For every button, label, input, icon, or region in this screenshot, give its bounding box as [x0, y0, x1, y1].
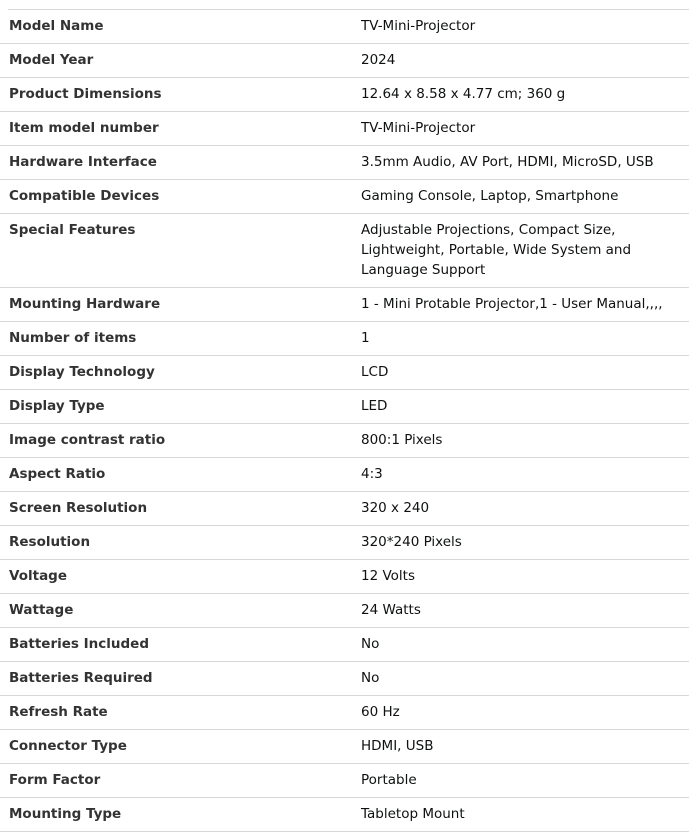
spec-label: Mounting Type: [0, 798, 352, 832]
spec-value: 24 Watts: [352, 594, 689, 628]
spec-label: Item model number: [0, 112, 352, 146]
spec-label: Batteries Required: [0, 662, 352, 696]
product-specs-table: [0, 10, 689, 832]
spec-row-batteries-included: [0, 628, 689, 662]
spec-value: 320 x 240: [352, 492, 689, 526]
spec-row-display-technology: [0, 356, 689, 390]
spec-row-hardware-interface: [0, 146, 689, 180]
spec-label: Connector Type: [0, 730, 352, 764]
spec-value: HDMI, USB: [352, 730, 689, 764]
specs-body: [0, 10, 689, 832]
spec-row-screen-resolution: [0, 492, 689, 526]
spec-value: 320*240 Pixels: [352, 526, 689, 560]
spec-value: 2024: [352, 44, 689, 78]
spec-label: Display Type: [0, 390, 352, 424]
spec-row-model-year: [0, 44, 689, 78]
previous-row-cut: [8, 0, 689, 10]
spec-value: LED: [352, 390, 689, 424]
spec-row-display-type: [0, 390, 689, 424]
spec-label: Refresh Rate: [0, 696, 352, 730]
spec-row-mounting-hardware: [0, 288, 689, 322]
spec-row-resolution: [0, 526, 689, 560]
spec-label: Hardware Interface: [0, 146, 352, 180]
spec-row-batteries-required: [0, 662, 689, 696]
spec-label: Form Factor: [0, 764, 352, 798]
spec-label: Batteries Included: [0, 628, 352, 662]
spec-value: TV-Mini-Projector: [352, 112, 689, 146]
spec-value: 60 Hz: [352, 696, 689, 730]
spec-value: Tabletop Mount: [352, 798, 689, 832]
spec-label: Wattage: [0, 594, 352, 628]
spec-row-model-name: [0, 10, 689, 44]
spec-label: Aspect Ratio: [0, 458, 352, 492]
spec-label: Model Year: [0, 44, 352, 78]
spec-value: No: [352, 662, 689, 696]
spec-row-voltage: [0, 560, 689, 594]
spec-label: Number of items: [0, 322, 352, 356]
spec-value: 1: [352, 322, 689, 356]
spec-row-image-contrast-ratio: [0, 424, 689, 458]
spec-row-special-features: [0, 214, 689, 288]
spec-label: Voltage: [0, 560, 352, 594]
spec-value: 800:1 Pixels: [352, 424, 689, 458]
spec-value: 1 - Mini Protable Projector,1 - User Manual,,,,: [352, 288, 689, 322]
spec-value: Gaming Console, Laptop, Smartphone: [352, 180, 689, 214]
spec-value: 12 Volts: [352, 560, 689, 594]
spec-label: Compatible Devices: [0, 180, 352, 214]
spec-value: 12.64 x 8.58 x 4.77 cm; 360 g: [352, 78, 689, 112]
spec-row-form-factor: [0, 764, 689, 798]
spec-row-compatible-devices: [0, 180, 689, 214]
spec-label: Display Technology: [0, 356, 352, 390]
spec-label: Mounting Hardware: [0, 288, 352, 322]
spec-row-aspect-ratio: [0, 458, 689, 492]
spec-row-connector-type: [0, 730, 689, 764]
spec-row-number-of-items: [0, 322, 689, 356]
spec-label: Special Features: [0, 214, 352, 288]
spec-label: Screen Resolution: [0, 492, 352, 526]
spec-label: Product Dimensions: [0, 78, 352, 112]
spec-row-refresh-rate: [0, 696, 689, 730]
spec-value: 4:3: [352, 458, 689, 492]
spec-value: Portable: [352, 764, 689, 798]
spec-value: LCD: [352, 356, 689, 390]
spec-row-wattage: [0, 594, 689, 628]
spec-value: No: [352, 628, 689, 662]
spec-row-item-model-number: [0, 112, 689, 146]
spec-label: Model Name: [0, 10, 352, 44]
spec-label: Image contrast ratio: [0, 424, 352, 458]
spec-row-product-dimensions: [0, 78, 689, 112]
spec-value: TV-Mini-Projector: [352, 10, 689, 44]
spec-value: 3.5mm Audio, AV Port, HDMI, MicroSD, USB: [352, 146, 689, 180]
spec-value: Adjustable Projections, Compact Size, Lightweight, Portable, Wide System and Language Support: [352, 214, 689, 288]
spec-label: Resolution: [0, 526, 352, 560]
